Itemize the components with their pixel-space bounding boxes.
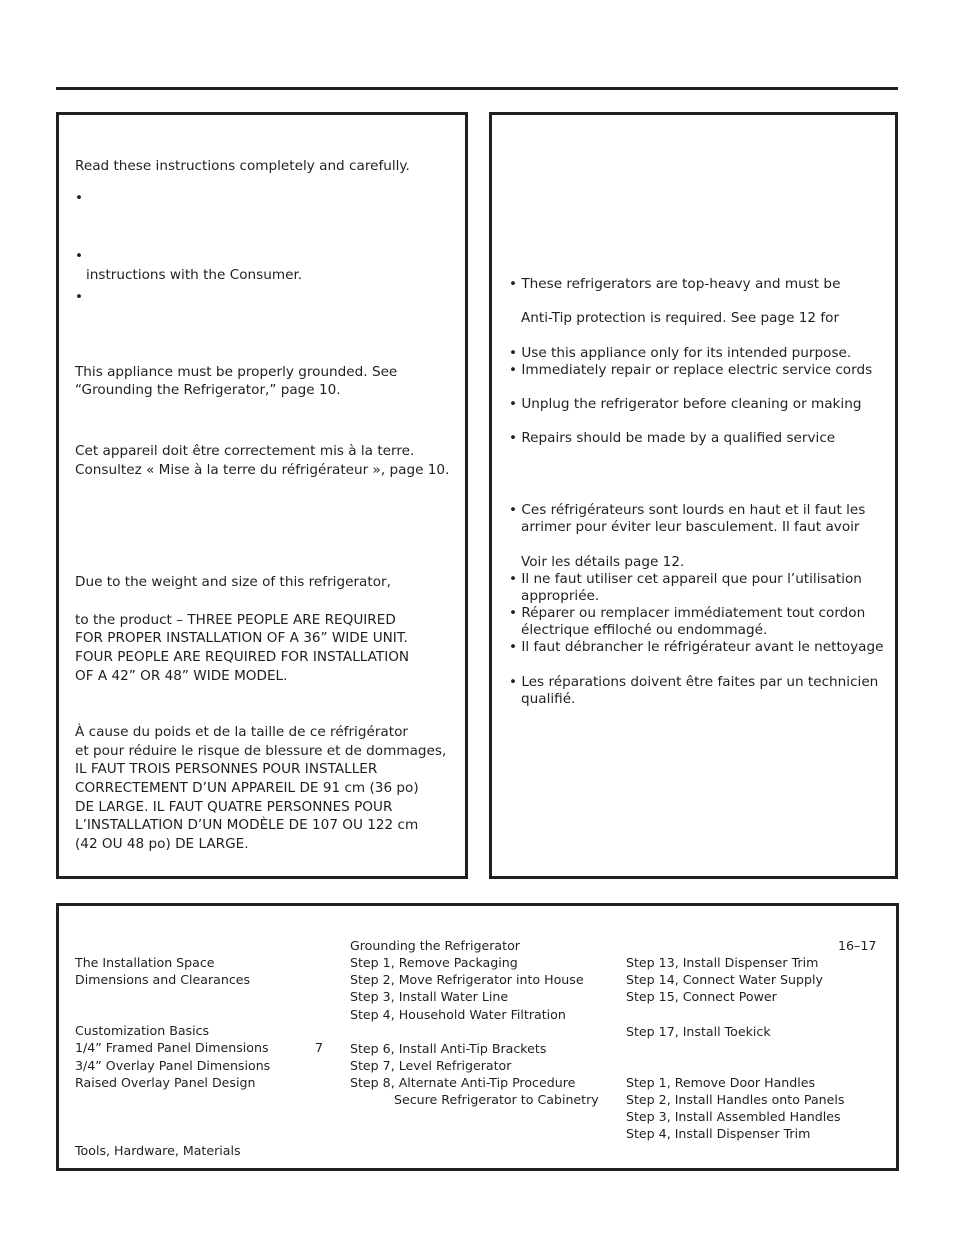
warning-line: • Repairs should be made by a qualified service — [509, 430, 836, 446]
safety-line: Cet appareil doit être correctement mis à la terre. — [75, 443, 415, 459]
toc-line: Raised Overlay Panel Design — [75, 1075, 256, 1090]
toc-line: 7 — [315, 1040, 324, 1055]
warning-line: • Ces réfrigérateurs sont lourds en haut et il faut les — [509, 502, 866, 518]
toc-line: Dimensions and Clearances — [75, 972, 251, 987]
toc-line: Step 8, Alternate Anti-Tip Procedure — [350, 1075, 576, 1090]
warning-line: • Use this appliance only for its intended purpose. — [509, 345, 852, 361]
safety-line: et pour réduire le risque de blessure et de dommages, — [75, 743, 447, 759]
toc-line: Secure Refrigerator to Cabinetry — [394, 1092, 599, 1107]
warning-line: appropriée. — [521, 588, 600, 604]
warning-line: Anti-Tip protection is required. See page 12 for — [521, 310, 840, 326]
safety-line: • — [75, 248, 84, 264]
toc-line: Step 4, Install Dispenser Trim — [626, 1126, 811, 1141]
safety-line: DE LARGE. IL FAUT QUATRE PERSONNES POUR — [75, 799, 393, 815]
warning-line: • Unplug the refrigerator before cleaning or making — [509, 396, 862, 412]
safety-line: FOR PROPER INSTALLATION OF A 36” WIDE UNIT. — [75, 630, 408, 646]
safety-line: (42 OU 48 po) DE LARGE. — [75, 836, 249, 852]
safety-line: “Grounding the Refrigerator,” page 10. — [75, 382, 341, 398]
safety-line: to the product – THREE PEOPLE ARE REQUIRED — [75, 612, 396, 628]
warning-line: • Il faut débrancher le réfrigérateur avant le nettoyage — [509, 639, 884, 655]
toc-line: Step 1, Remove Packaging — [350, 955, 518, 970]
safety-line: Consultez « Mise à la terre du réfrigérateur », page 10. — [75, 462, 450, 478]
warning-line: • Les réparations doivent être faites par un technicien — [509, 674, 879, 690]
toc-line: Step 14, Connect Water Supply — [626, 972, 823, 987]
toc-line: Grounding the Refrigerator — [350, 938, 520, 953]
toc-line: Step 15, Connect Power — [626, 989, 777, 1004]
safety-line: IL FAUT TROIS PERSONNES POUR INSTALLER — [75, 761, 378, 777]
warning-line: • Immediately repair or replace electric service cords — [509, 362, 873, 378]
warning-box-right — [489, 112, 898, 879]
safety-line: OF A 42” OR 48” WIDE MODEL. — [75, 668, 288, 684]
toc-line: Step 13, Install Dispenser Trim — [626, 955, 819, 970]
toc-line: Step 1, Remove Door Handles — [626, 1075, 816, 1090]
toc-line: The Installation Space — [75, 955, 215, 970]
toc-line: Step 4, Household Water Filtration — [350, 1007, 566, 1022]
toc-line: Step 2, Install Handles onto Panels — [626, 1092, 845, 1107]
toc-line: Step 6, Install Anti-Tip Brackets — [350, 1041, 547, 1056]
toc-line: 16–17 — [838, 938, 877, 953]
warning-line: Voir les détails page 12. — [521, 554, 685, 570]
safety-line: À cause du poids et de la taille de ce réfrigérator — [75, 724, 408, 740]
top-rule — [56, 87, 898, 90]
toc-line: Tools, Hardware, Materials — [75, 1143, 241, 1158]
toc-line: Step 17, Install Toekick — [626, 1024, 771, 1039]
safety-line: This appliance must be properly grounded. See — [75, 364, 398, 380]
safety-line: Read these instructions completely and carefully. — [75, 158, 410, 174]
safety-line: Due to the weight and size of this refrigerator, — [75, 574, 391, 590]
warning-line: qualifié. — [521, 691, 576, 707]
safety-line: FOUR PEOPLE ARE REQUIRED FOR INSTALLATION — [75, 649, 410, 665]
warning-line: électrique effiloché ou endommagé. — [521, 622, 768, 638]
toc-line: 1/4” Framed Panel Dimensions — [75, 1040, 269, 1055]
safety-line: • — [75, 289, 84, 305]
toc-line: 3/4” Overlay Panel Dimensions — [75, 1058, 271, 1073]
safety-line: CORRECTEMENT D’UN APPAREIL DE 91 cm (36 po) — [75, 780, 419, 796]
toc-line: Customization Basics — [75, 1023, 210, 1038]
safety-line: L’INSTALLATION D’UN MODÈLE DE 107 OU 122 cm — [75, 817, 419, 833]
warning-line: arrimer pour éviter leur basculement. Il faut avoir — [521, 519, 860, 535]
warning-line: • Réparer ou remplacer immédiatement tout cordon — [509, 605, 866, 621]
safety-line: • — [75, 190, 84, 206]
toc-line: Step 3, Install Assembled Handles — [626, 1109, 841, 1124]
toc-line: Step 2, Move Refrigerator into House — [350, 972, 584, 987]
toc-line: Step 3, Install Water Line — [350, 989, 509, 1004]
toc-line: Step 7, Level Refrigerator — [350, 1058, 512, 1073]
warning-line: • These refrigerators are top-heavy and must be — [509, 276, 841, 292]
warning-line: • Il ne faut utiliser cet appareil que pour l’utilisation — [509, 571, 862, 587]
safety-line: instructions with the Consumer. — [86, 267, 303, 283]
